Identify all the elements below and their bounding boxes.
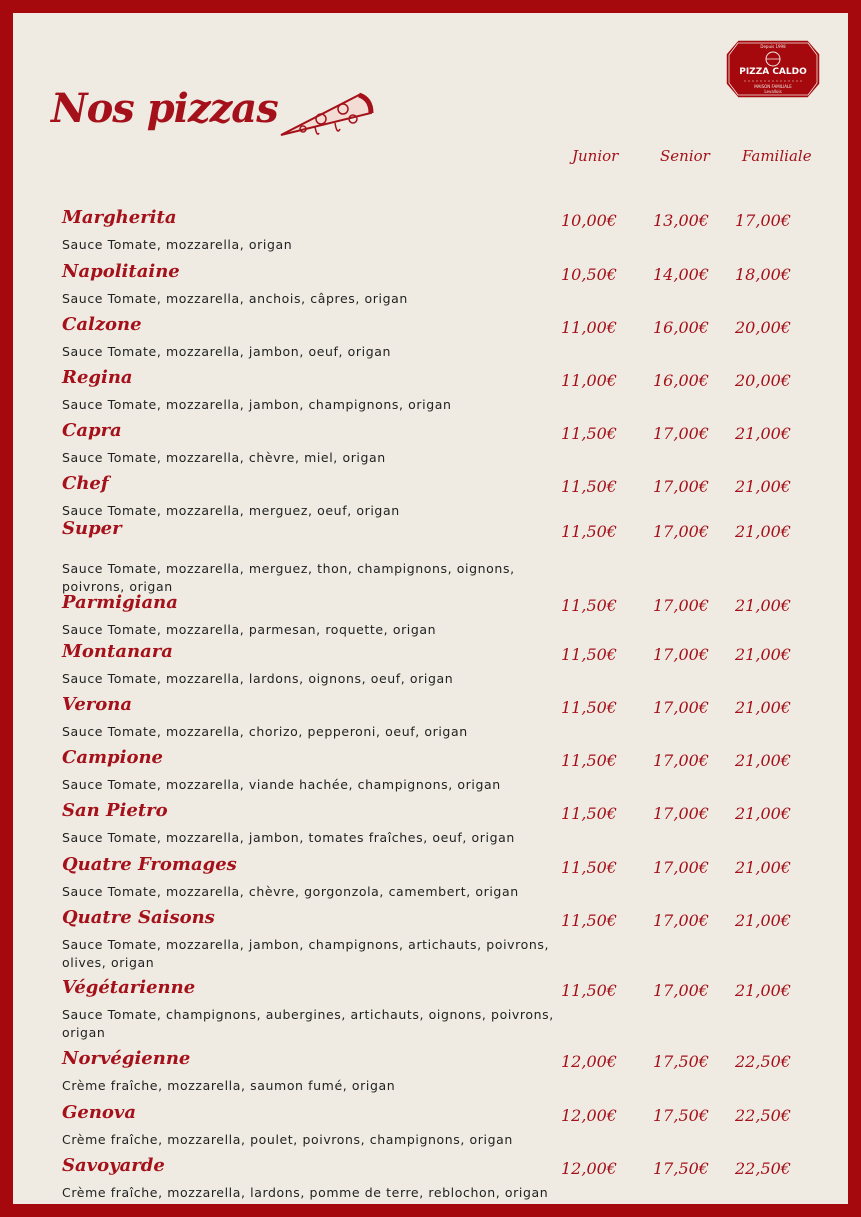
price-senior: 17,00€ [653, 645, 709, 664]
pizza-description: Sauce Tomate, mozzarella, anchois, câpres, origan [62, 291, 408, 306]
page-title: Nos pizzas [51, 85, 278, 132]
price-familiale: 21,00€ [735, 698, 791, 717]
price-senior: 17,00€ [653, 424, 709, 443]
price-junior: 11,00€ [561, 318, 617, 337]
price-senior: 13,00€ [653, 211, 709, 230]
pizza-name: Calzone [62, 314, 142, 335]
price-familiale: 20,00€ [735, 371, 791, 390]
pizza-name: Végétarienne [62, 977, 196, 998]
price-junior: 10,50€ [561, 265, 617, 284]
pizza-name: Margherita [62, 207, 177, 228]
price-junior: 11,50€ [561, 751, 617, 770]
price-familiale: 22,50€ [735, 1052, 791, 1071]
pizza-description: Sauce Tomate, champignons, aubergines, artichauts, oignons, poivrons, origan [62, 1007, 554, 1040]
pizza-description: Sauce Tomate, mozzarella, viande hachée, champignons, origan [62, 777, 501, 792]
pizza-name: Verona [62, 694, 133, 715]
price-junior: 11,50€ [561, 698, 617, 717]
price-familiale: 21,00€ [735, 981, 791, 1000]
price-senior: 17,00€ [653, 477, 709, 496]
pizza-name: Quatre Saisons [62, 907, 215, 928]
pizza-name: Norvégienne [62, 1048, 191, 1069]
price-senior: 17,50€ [653, 1159, 709, 1178]
price-senior: 17,00€ [653, 911, 709, 930]
price-familiale: 22,50€ [735, 1106, 791, 1125]
menu-page [13, 13, 848, 1204]
logo-location: Levallois [764, 89, 782, 94]
price-familiale: 22,50€ [735, 1159, 791, 1178]
price-junior: 11,50€ [561, 522, 617, 541]
price-senior: 16,00€ [653, 371, 709, 390]
price-familiale: 21,00€ [735, 424, 791, 443]
pizza-slice-icon [275, 83, 375, 145]
price-junior: 11,50€ [561, 477, 617, 496]
pizza-description: Sauce Tomate, mozzarella, jambon, tomates fraîches, oeuf, origan [62, 830, 515, 845]
pizza-description: Sauce Tomate, mozzarella, chèvre, gorgonzola, camembert, origan [62, 884, 519, 899]
price-familiale: 21,00€ [735, 645, 791, 664]
price-familiale: 21,00€ [735, 477, 791, 496]
price-senior: 17,50€ [653, 1052, 709, 1071]
pizza-description: Sauce Tomate, mozzarella, parmesan, roquette, origan [62, 622, 437, 637]
price-senior: 17,00€ [653, 698, 709, 717]
price-junior: 11,50€ [561, 804, 617, 823]
price-familiale: 21,00€ [735, 804, 791, 823]
price-familiale: 17,00€ [735, 211, 791, 230]
price-familiale: 20,00€ [735, 318, 791, 337]
price-senior: 17,00€ [653, 751, 709, 770]
price-senior: 17,00€ [653, 596, 709, 615]
pizza-name: Super [62, 518, 122, 539]
pizza-name: Montanara [62, 641, 173, 662]
header-familiale: Familiale [742, 147, 812, 165]
logo-top-text: Depuis 1998 [760, 44, 786, 49]
pizza-name: Capra [62, 420, 122, 441]
header-senior: Senior [660, 147, 710, 165]
price-familiale: 21,00€ [735, 596, 791, 615]
price-familiale: 21,00€ [735, 911, 791, 930]
price-senior: 17,00€ [653, 858, 709, 877]
price-junior: 11,50€ [561, 596, 617, 615]
price-senior: 14,00€ [653, 265, 709, 284]
price-familiale: 21,00€ [735, 858, 791, 877]
pizza-description: Sauce Tomate, mozzarella, merguez, thon, champignons, oignons, poivrons, origan [62, 561, 515, 594]
pizza-description: Sauce Tomate, mozzarella, lardons, oignons, oeuf, origan [62, 671, 454, 686]
pizza-description: Sauce Tomate, mozzarella, chèvre, miel, origan [62, 450, 386, 465]
price-junior: 11,50€ [561, 911, 617, 930]
price-junior: 10,00€ [561, 211, 617, 230]
price-junior: 12,00€ [561, 1159, 617, 1178]
pizza-description: Sauce Tomate, mozzarella, chorizo, pepperoni, oeuf, origan [62, 724, 468, 739]
pizza-name: San Pietro [62, 800, 168, 821]
pizza-description: Sauce Tomate, mozzarella, jambon, oeuf, origan [62, 344, 392, 359]
price-junior: 11,50€ [561, 424, 617, 443]
price-senior: 17,00€ [653, 522, 709, 541]
pizza-name: Quatre Fromages [62, 854, 237, 875]
price-familiale: 18,00€ [735, 265, 791, 284]
price-familiale: 21,00€ [735, 522, 791, 541]
pizza-caldo-logo [724, 38, 822, 100]
pizza-name: Parmigiana [62, 592, 178, 613]
pizza-description: Sauce Tomate, mozzarella, merguez, oeuf, origan [62, 503, 400, 518]
pizza-name: Campione [62, 747, 164, 768]
logo-tagline: MAISON FAMILIALE [754, 84, 792, 89]
pizza-description: Sauce Tomate, mozzarella, jambon, champignons, artichauts, poivrons, olives, origan [62, 937, 550, 970]
pizza-name: Chef [62, 473, 109, 494]
price-junior: 12,00€ [561, 1052, 617, 1071]
price-senior: 17,00€ [653, 981, 709, 1000]
price-senior: 16,00€ [653, 318, 709, 337]
pizza-description: Sauce Tomate, mozzarella, origan [62, 237, 293, 252]
pizza-description: Crème fraîche, mozzarella, saumon fumé, origan [62, 1078, 396, 1093]
pizza-description: Crème fraîche, mozzarella, lardons, pomme de terre, reblochon, origan [62, 1185, 549, 1200]
price-familiale: 21,00€ [735, 751, 791, 770]
pizza-name: Savoyarde [62, 1155, 165, 1176]
pizza-description: Sauce Tomate, mozzarella, jambon, champignons, origan [62, 397, 452, 412]
pizza-name: Regina [62, 367, 133, 388]
price-junior: 11,50€ [561, 858, 617, 877]
price-senior: 17,50€ [653, 1106, 709, 1125]
price-junior: 11,00€ [561, 371, 617, 390]
price-junior: 11,50€ [561, 645, 617, 664]
price-senior: 17,00€ [653, 804, 709, 823]
price-junior: 12,00€ [561, 1106, 617, 1125]
pizza-name: Napolitaine [62, 261, 180, 282]
pizza-name: Genova [62, 1102, 137, 1123]
price-junior: 11,50€ [561, 981, 617, 1000]
logo-brand: PIZZA CALDO [739, 67, 807, 77]
header-junior: Junior [572, 147, 619, 165]
pizza-description: Crème fraîche, mozzarella, poulet, poivrons, champignons, origan [62, 1132, 513, 1147]
